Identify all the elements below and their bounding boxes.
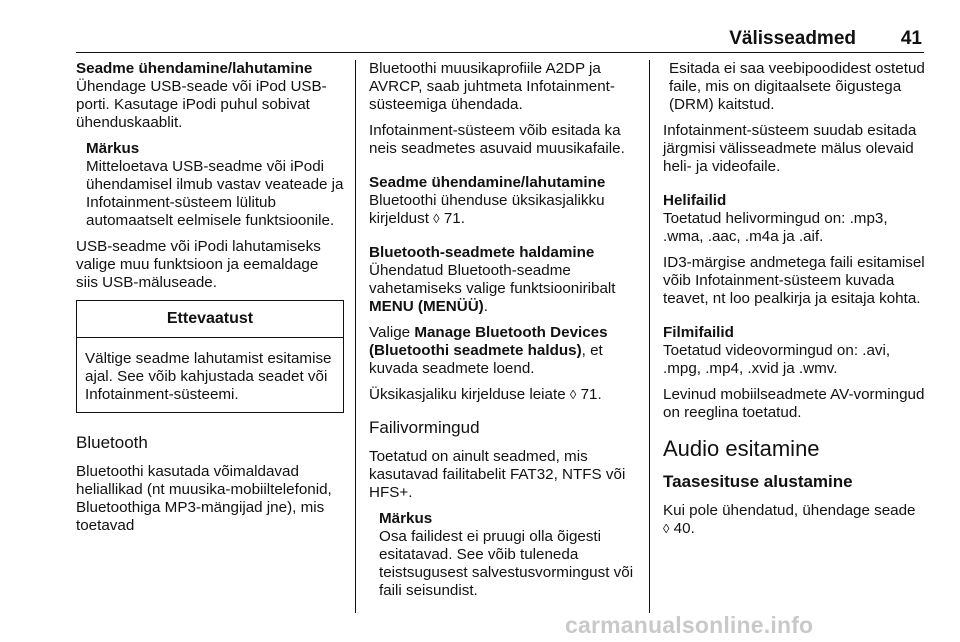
paragraph bbox=[369, 262, 637, 316]
paragraph: Toetatud helivormingud on: .mp3, .wma, .aac, .m4a ja .aif. bbox=[663, 210, 888, 245]
paragraph bbox=[369, 324, 637, 378]
paragraph-text: Üksikasjaliku kirjelduse leiate bbox=[369, 386, 570, 403]
paragraph-text: Bluetoothi ühenduse üksikasjalikku kirjeldust bbox=[369, 192, 605, 227]
paragraph bbox=[663, 502, 926, 538]
paragraph: Ühendage USB-seade või iPod USB-porti. Kasutage iPodi puhul sobivat ühenduskaablit. bbox=[76, 78, 327, 131]
menu-label: Manage Bluetooth Devices (Bluetoothi seadmete haldus) bbox=[369, 324, 608, 359]
section-heading-audio-files: Helifailid bbox=[663, 192, 727, 209]
note-text: Mitteloetava USB-seadme või iPodi ühendamisel ilmub vastav veateade ja Infotainment-süsteem lülitub automaatselt eelmisele funktsioonile. bbox=[86, 158, 344, 229]
column-2 bbox=[369, 60, 637, 608]
section-heading-connect: Seadme ühendamine/lahutamine bbox=[76, 60, 313, 77]
paragraph: Bluetoothi muusikaprofiile A2DP ja AVRCP, saab juhtmeta Infotainment-süsteemiga ühendada. bbox=[369, 60, 615, 113]
paragraph-text: , et kuvada seadmete loend. bbox=[369, 342, 603, 377]
page-header-title: Välisseadmed bbox=[729, 28, 856, 49]
paragraph: USB-seadme või iPodi lahutamiseks valige muu funktsioon ja eemaldage siis USB-mäluseade. bbox=[76, 238, 321, 291]
note-text: Osa failidest ei pruugi olla õigesti esitatavad. See võib tuleneda teistsugusest salvestusvormingust või faili seisundist. bbox=[379, 528, 634, 599]
page-reference-arrow-icon: ◊ bbox=[433, 211, 440, 226]
note-label: Märkus bbox=[379, 510, 433, 527]
column-divider bbox=[649, 60, 650, 613]
paragraph-text: Ühendatud Bluetooth-seadme vahetamiseks valige funktsiooniribalt bbox=[369, 262, 616, 297]
paragraph: ID3-märgise andmetega faili esitamisel võib Infotainment-süsteem kuvada teavet, nt loo pealkirja ja esitaja kohta. bbox=[663, 254, 925, 307]
section-heading-bluetooth: Bluetooth bbox=[76, 433, 148, 452]
header-rule bbox=[76, 52, 924, 53]
section-heading-video-files: Filmifailid bbox=[663, 324, 734, 341]
page-reference[interactable]: 71. bbox=[580, 386, 602, 403]
section-heading-formats: Failivormingud bbox=[369, 418, 480, 437]
paragraph bbox=[369, 386, 637, 404]
section-heading-start-playback: Taasesituse alustamine bbox=[663, 472, 853, 491]
page-reference-arrow-icon: ◊ bbox=[663, 521, 670, 536]
paragraph bbox=[369, 192, 637, 228]
chapter-heading-audio-playback: Audio esitamine bbox=[663, 436, 820, 461]
note-label: Märkus bbox=[86, 140, 140, 157]
page-number: 41 bbox=[900, 28, 922, 49]
paragraph: Infotainment-süsteem suudab esitada järgmisi välisseadmete mälus olevaid heli- ja videofaile. bbox=[663, 122, 917, 175]
section-heading-manage: Bluetooth-seadmete haldamine bbox=[369, 244, 595, 261]
paragraph: Toetatud on ainult seadmed, mis kasutavad failitabelit FAT32, NTFS või HFS+. bbox=[369, 448, 626, 501]
paragraph: Toetatud videovormingud on: .avi, .mpg, .mp4, .xvid ja .wmv. bbox=[663, 342, 891, 377]
paragraph: Bluetoothi kasutada võimaldavad heliallikad (nt muusika-mobiiltelefonid, Bluetoothiga MP3-mängijad jne), mis toetavad bbox=[76, 463, 332, 534]
caution-text: Vältige seadme lahutamist esitamise ajal. See võib kahjustada seadet või Infotainment-süsteemi. bbox=[85, 350, 332, 403]
page-reference-arrow-icon: ◊ bbox=[569, 387, 577, 402]
column-3 bbox=[663, 60, 926, 546]
page-reference[interactable]: 40. bbox=[673, 520, 695, 537]
caution-box bbox=[76, 300, 344, 413]
paragraph-text: Kui pole ühendatud, ühendage seade bbox=[663, 502, 916, 519]
paragraph-text: Valige bbox=[369, 324, 415, 341]
section-heading-connect: Seadme ühendamine/lahutamine bbox=[369, 174, 606, 191]
paragraph: Infotainment-süsteem võib esitada ka neis seadmetes asuvaid muusikafaile. bbox=[369, 122, 625, 157]
punctuation: . bbox=[483, 298, 488, 315]
column-1 bbox=[76, 60, 344, 543]
menu-label: MENU (MENÜÜ) bbox=[369, 298, 484, 315]
watermark: carmanualsonline.info bbox=[565, 612, 814, 638]
note-block bbox=[369, 510, 637, 600]
note-block bbox=[76, 140, 344, 230]
column-divider bbox=[355, 60, 356, 613]
page-reference[interactable]: 71. bbox=[443, 210, 465, 227]
paragraph: Levinud mobiilseadmete AV-vormingud on reeglina toetatud. bbox=[663, 386, 925, 421]
note-continuation: Esitada ei saa veebipoodidest ostetud faile, mis on digitaalsete õigustega (DRM) kaitstud. bbox=[669, 60, 925, 113]
caution-title: Ettevaatust bbox=[77, 301, 343, 338]
